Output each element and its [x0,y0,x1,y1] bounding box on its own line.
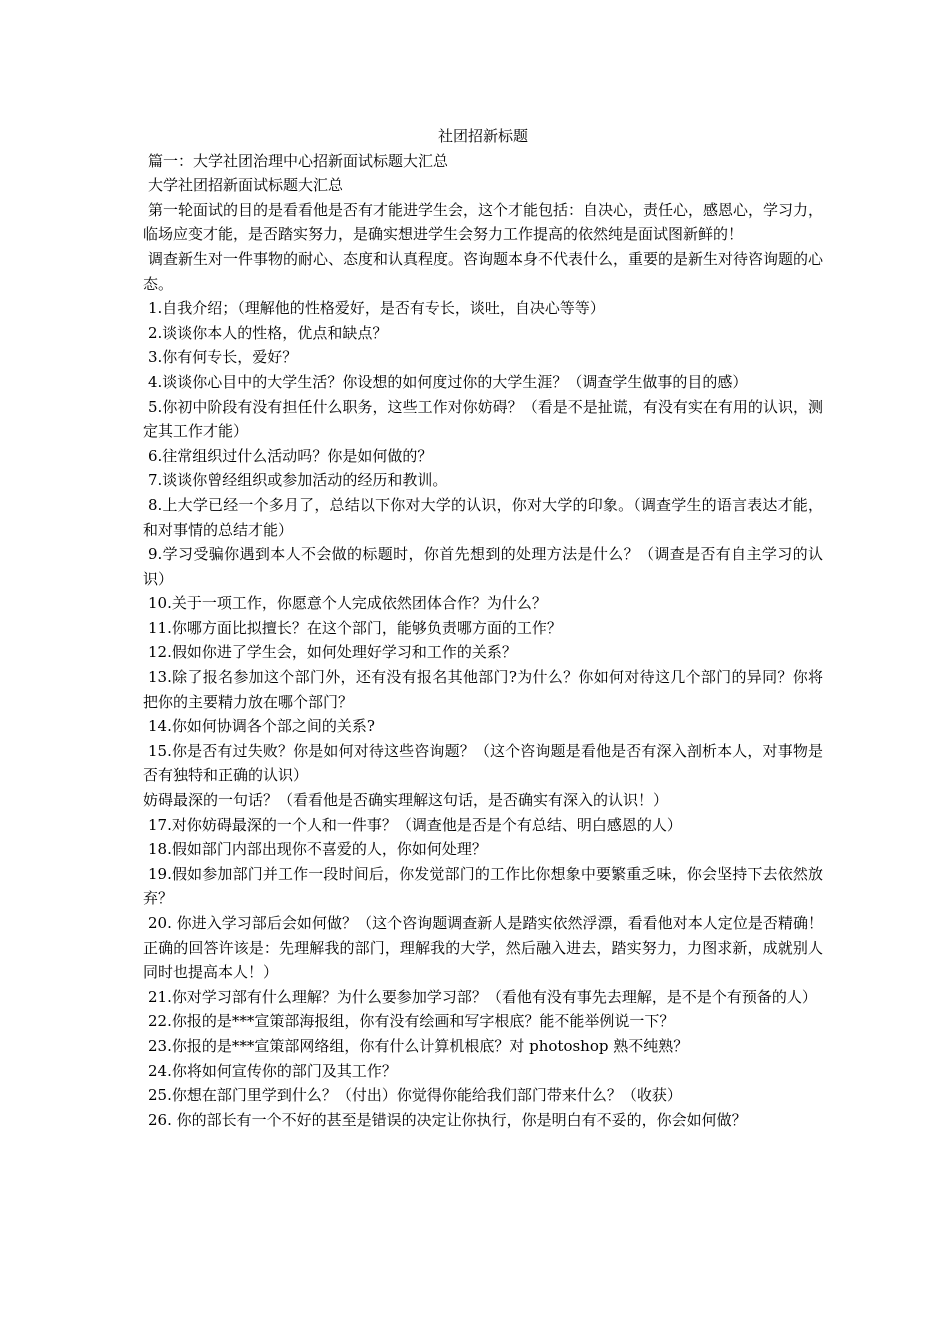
question-item: 25.你想在部门里学到什么？（付出）你觉得你能给我们部门带来什么？（收获） [148,1086,682,1105]
question-item: 19.假如参加部门并工作一段时间后，你发觉部门的工作比你想象中要繁重乏味，你会坚持下去依然放弃？ [143,864,823,908]
question-item: 4.谈谈你心目中的大学生活？你设想的如何度过你的大学生涯？（调查学生做事的目的感） [148,372,748,391]
question-item: 24.你将如何宣传你的部门及其工作？ [148,1061,397,1080]
question-item: 21.你对学习部有什么理解？为什么要参加学习部？（看他有没有事先去理解，是不是个有预备的人） [148,987,817,1006]
question-item: 8.上大学已经一个多月了，总结以下你对大学的认识，你对大学的印象。（调查学生的语言表达才能，和对事情的总结才能） [143,495,823,539]
question-item: 14.你如何协调各个部之间的关系? [148,717,375,736]
question-item: 17.对你妨碍最深的一个人和一件事？（调查他是否是个有总结、明白感恩的人） [148,815,682,834]
document-page [143,124,823,1132]
document-title: 社团招新标题 [437,127,528,145]
question-item: 20. 你进入学习部后会如何做？（这个咨询题调查新人是踏实依然浮漂，看看他对本人定位是否精确！正确的回答许该是：先理解我的部门，理解我的大学，然后融入进去，踏实努力，力图求新，成就别人同时也提高本人！） [143,914,823,982]
question-item: 2.谈谈你本人的性格，优点和缺点？ [148,323,388,342]
question-item: 妨碍最深的一句话？（看看他是否确实理解这句话，是否确实有深入的认识！） [143,791,669,810]
paragraph: 第一轮面试的目的是看看他是否有才能进学生会，这个才能包括：自决心，责任心，感恩心，学习力，临场应变才能，是否踏实努力，是确实想进学生会努力工作提高的依然纯是面试图新鲜的！ [143,200,824,244]
paragraph: 调查新生对一件事物的耐心、态度和认真程度。咨询题本身不代表什么，重要的是新生对待咨询题的心态。 [143,249,824,293]
question-item: 13.除了报名参加这个部门外，还有没有报名其他部门?为什么？你如何对待这几个部门的异同？你将把你的主要精力放在哪个部门？ [143,668,823,711]
question-item: 7.谈谈你曾经组织或参加活动的经历和教训。 [148,471,448,490]
question-item: 5.你初中阶段有没有担任什么职务，这些工作对你妨碍？（看是不是扯谎，有没有实在有用的认识，测定其工作才能） [143,397,823,441]
question-item: 3.你有何专长，爱好？ [148,348,298,367]
subheading: 大学社团招新面试标题大汇总 [148,176,344,195]
question-item: 9.学习受骗你遇到本人不会做的标题时，你首先想到的处理方法是什么？（调查是否有自主学习的认识） [143,545,823,588]
question-item: 18.假如部门内部出现你不喜爱的人，你如何处理？ [148,840,487,859]
question-item: 15.你是否有过失败？你是如何对待这些咨询题？（这个咨询题是看他是否有深入剖析本人，对事物是否有独特和正确的认识） [143,741,823,785]
question-item: 11.你哪方面比拟擅长？在这个部门，能够负责哪方面的工作？ [148,618,562,637]
question-item: 1.自我介绍；（理解他的性格爱好，是否有专长，谈吐，自决心等等） [148,299,605,318]
question-item: 12.假如你进了学生会，如何处理好学习和工作的关系？ [148,643,517,662]
section-heading: 篇一：大学社团治理中心招新面试标题大汇总 [148,151,449,170]
question-item: 22.你报的是***宣策部海报组，你有没有绘画和写字根底？能不能举例说一下？ [148,1012,675,1031]
question-item: 23.你报的是***宣策部网络组，你有什么计算机根底？对 photoshop 熟不纯熟？ [148,1036,689,1055]
question-item: 26. 你的部长有一个不好的甚至是错误的决定让你执行，你是明白有不妥的，你会如何做？ [148,1110,747,1129]
question-item: 6.往常组织过什么活动吗？你是如何做的？ [148,446,433,465]
question-item: 10.关于一项工作，你愿意个人完成依然团体合作？为什么？ [148,594,547,613]
